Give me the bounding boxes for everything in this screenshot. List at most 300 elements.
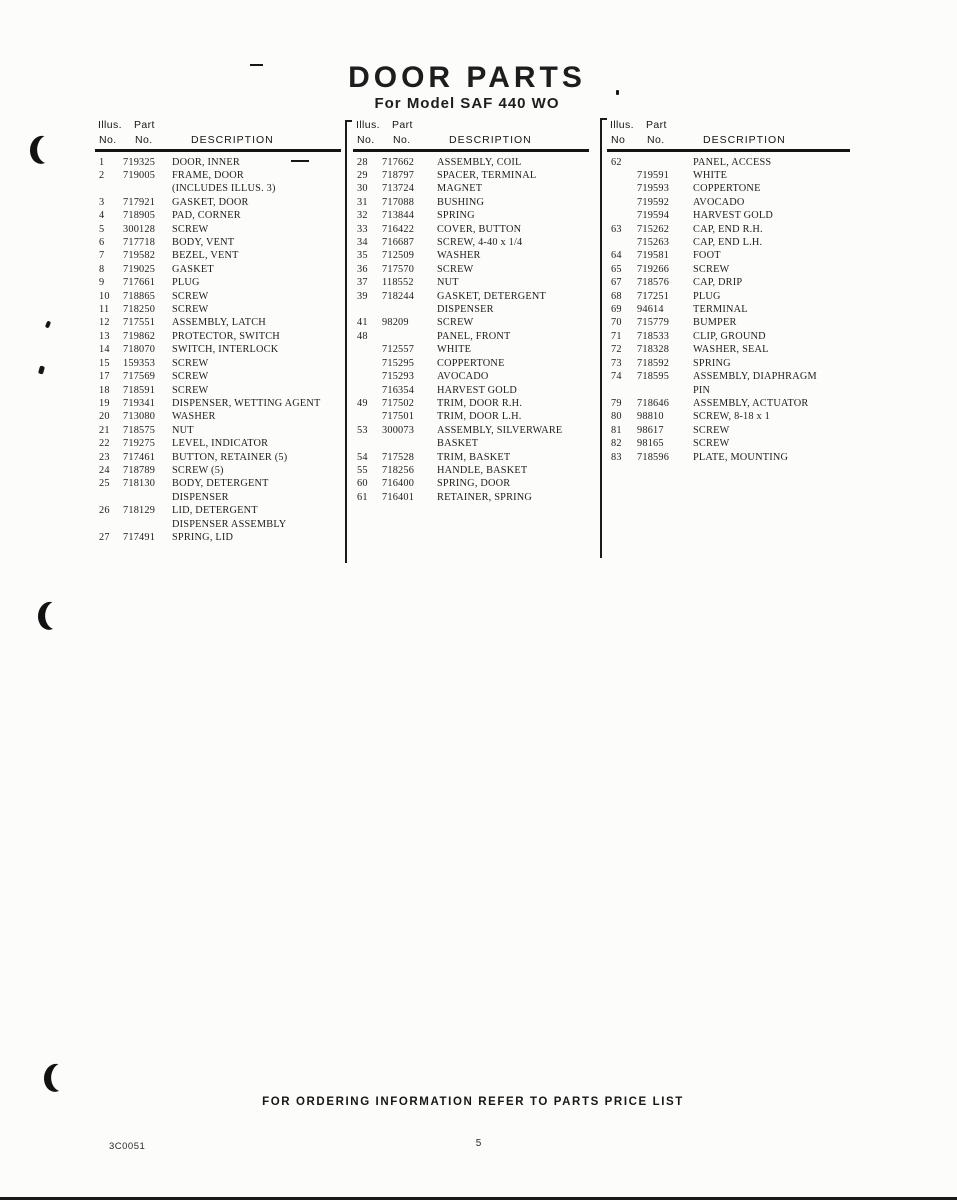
illus-no-cell: 31 <box>357 196 368 208</box>
table-row <box>353 397 589 410</box>
illus-no-cell: 23 <box>99 451 110 463</box>
illus-no-cell: 2 <box>99 170 105 181</box>
part-no-cell: 98617 <box>637 424 664 436</box>
part-no-cell: 718130 <box>123 478 156 490</box>
illus-no-cell: 69 <box>611 304 622 316</box>
part-no-cell: 717088 <box>382 196 415 208</box>
description-cell: PAD, CORNER <box>172 210 241 222</box>
table-row <box>95 343 341 356</box>
table-row <box>353 424 589 437</box>
description-cell: SCREW, 4-40 x 1/4 <box>437 237 523 249</box>
description-cell: PIN <box>693 384 711 396</box>
description-cell: WASHER, SEAL <box>693 344 769 356</box>
description-cell: ASSEMBLY, COIL <box>437 156 522 168</box>
illus-no-cell: 34 <box>357 237 368 249</box>
page-subtitle: For Model SAF 440 WO <box>374 95 560 112</box>
part-no-cell: 300128 <box>123 223 156 235</box>
description-cell: ASSEMBLY, LATCH <box>172 317 266 329</box>
table-row <box>95 504 341 517</box>
part-no-cell: 715295 <box>382 357 415 369</box>
header-part-no: No. <box>393 134 411 146</box>
part-no-cell: 719594 <box>637 210 670 222</box>
table-row <box>353 464 589 477</box>
parts-column-2 <box>353 119 589 504</box>
part-no-cell: 717718 <box>123 237 156 249</box>
column-separator <box>600 118 602 558</box>
part-no-cell: 719582 <box>123 250 156 262</box>
table-row <box>353 236 589 249</box>
part-no-cell: 717551 <box>123 317 156 329</box>
illus-no-cell: 8 <box>99 263 105 275</box>
description-cell: HARVEST GOLD <box>437 384 518 396</box>
illus-no-cell <box>353 357 382 370</box>
table-row <box>95 531 341 544</box>
scan-artifact-crescent <box>36 599 65 634</box>
description-cell: SCREW <box>693 438 730 450</box>
table-row <box>353 491 589 504</box>
description-cell: FRAME, DOOR <box>172 170 245 181</box>
table-row <box>353 343 589 356</box>
table-row <box>95 397 341 410</box>
description-cell: LEVEL, INDICATOR <box>172 438 269 450</box>
description-cell: WASHER <box>437 250 481 262</box>
table-row <box>607 249 850 262</box>
part-no-cell: 719581 <box>637 250 670 262</box>
part-no-cell: 718797 <box>382 170 415 181</box>
part-no-cell: 718789 <box>123 464 156 476</box>
page-title: DOOR PARTS <box>348 61 586 94</box>
part-no-cell: 712557 <box>382 344 415 356</box>
part-no-cell <box>637 156 693 169</box>
illus-no-cell: 6 <box>99 237 105 249</box>
scan-artifact-dash <box>250 64 263 66</box>
illus-no-cell: 53 <box>357 424 368 436</box>
illus-no-cell: 83 <box>611 451 622 463</box>
illus-no-cell: 20 <box>99 411 110 423</box>
illus-no-cell: 70 <box>611 317 622 329</box>
description-cell: SCREW (5) <box>172 464 224 476</box>
description-cell: PROTECTOR, SWITCH <box>172 330 280 342</box>
description-cell: COPPERTONE <box>693 183 761 195</box>
part-no-cell: 715263 <box>637 237 670 249</box>
table-row <box>353 263 589 276</box>
part-no-cell: 717491 <box>123 531 156 543</box>
description-cell: PLUG <box>693 290 721 302</box>
description-cell: SPRING, LID <box>172 531 234 543</box>
table-row <box>353 290 589 303</box>
description-cell: RETAINER, SPRING <box>437 491 533 503</box>
description-cell: SCREW <box>693 263 730 275</box>
ordering-note: FOR ORDERING INFORMATION REFER TO PARTS PRICE LIST <box>262 1096 684 1108</box>
title-block <box>0 62 934 112</box>
illus-no-cell <box>607 236 637 249</box>
description-cell: GASKET <box>172 263 214 275</box>
table-row <box>95 263 341 276</box>
description-cell: SCREW <box>172 357 209 369</box>
description-cell: CAP, END L.H. <box>693 237 763 249</box>
part-no-cell: 719591 <box>637 170 670 181</box>
table-row <box>353 384 589 397</box>
illus-no-cell: 63 <box>611 223 622 235</box>
table-row <box>95 464 341 477</box>
illus-no-cell: 7 <box>99 250 105 262</box>
description-cell: BUTTON, RETAINER (5) <box>172 451 288 463</box>
table-row <box>353 223 589 236</box>
illus-no-cell: 64 <box>611 250 622 262</box>
part-no-cell: 718256 <box>382 464 415 476</box>
illus-no-cell: 67 <box>611 277 622 289</box>
table-row <box>607 303 850 316</box>
header-part-label: Part <box>392 119 413 131</box>
description-cell: WHITE <box>693 170 728 181</box>
part-no-cell: 717569 <box>123 371 156 383</box>
part-no-cell: 719025 <box>123 263 156 275</box>
description-cell: MAGNET <box>437 183 483 195</box>
part-no-cell: 717661 <box>123 277 156 289</box>
illus-no-cell: 30 <box>357 183 368 195</box>
table-row <box>95 276 341 289</box>
column-header <box>95 119 341 152</box>
table-row <box>353 316 589 329</box>
part-no-cell: 718865 <box>123 290 156 302</box>
illus-no-cell: 10 <box>99 290 110 302</box>
illus-no-cell: 14 <box>99 344 110 356</box>
part-no-cell: 718591 <box>123 384 156 396</box>
part-no-cell: 718596 <box>637 451 670 463</box>
illus-no-cell <box>353 370 382 383</box>
part-no-cell: 717251 <box>637 290 670 302</box>
description-cell: TRIM, BASKET <box>437 451 511 463</box>
part-no-cell: 719005 <box>123 170 156 181</box>
part-no-cell: 717528 <box>382 451 415 463</box>
part-no-cell: 94614 <box>637 304 664 316</box>
table-row <box>95 384 341 397</box>
header-rule <box>95 149 341 152</box>
part-no-cell: 715779 <box>637 317 670 329</box>
part-no-cell: 718328 <box>637 344 670 356</box>
description-cell: CAP, DRIP <box>693 277 743 289</box>
part-no-cell: 716354 <box>382 384 415 396</box>
description-cell: TRIM, DOOR L.H. <box>437 411 522 423</box>
description-cell: BEZEL, VENT <box>172 250 239 262</box>
description-cell: FOOT <box>693 250 721 262</box>
description-cell: PANEL, FRONT <box>437 330 511 342</box>
description-cell: DISPENSER, WETTING AGENT <box>172 397 321 409</box>
part-no-cell: 717501 <box>382 411 415 423</box>
description-cell: SCREW <box>693 424 730 436</box>
illus-no-cell: 72 <box>611 344 622 356</box>
table-row <box>353 196 589 209</box>
table-row <box>95 518 341 531</box>
illus-no-cell: 15 <box>99 357 110 369</box>
table-row <box>95 236 341 249</box>
illus-no-cell: 3 <box>99 196 105 208</box>
description-cell: BUSHING <box>437 196 485 208</box>
part-no-cell: 716687 <box>382 237 415 249</box>
part-no-cell: 713724 <box>382 183 415 195</box>
illus-no-cell: 37 <box>357 277 368 289</box>
description-cell: SPRING, DOOR <box>437 478 511 490</box>
table-row <box>607 451 850 464</box>
table-row <box>353 156 589 169</box>
illus-no-cell: 9 <box>99 277 105 289</box>
description-cell: BODY, DETERGENT <box>172 478 269 490</box>
part-no-cell: 718070 <box>123 344 156 356</box>
part-no-cell: 718905 <box>123 210 156 222</box>
table-row <box>95 424 341 437</box>
part-no-cell: 717502 <box>382 397 415 409</box>
page-number: 5 <box>475 1138 482 1149</box>
table-row <box>353 249 589 262</box>
description-cell: NUT <box>172 424 194 436</box>
illus-no-cell: 26 <box>99 505 110 517</box>
illus-no-cell: 41 <box>357 317 368 329</box>
part-no-cell: 713844 <box>382 210 415 222</box>
table-row <box>95 209 341 222</box>
description-cell: NUT <box>437 277 459 289</box>
illus-no-cell: 79 <box>611 397 622 409</box>
table-row <box>353 437 589 450</box>
table-row <box>607 424 850 437</box>
description-cell: PANEL, ACCESS <box>693 156 772 168</box>
parts-column-1 <box>95 119 341 544</box>
illus-no-cell: 82 <box>611 438 622 450</box>
description-cell: SCREW <box>437 263 474 275</box>
illus-no-cell: 32 <box>357 210 368 222</box>
part-no-cell: 98165 <box>637 438 664 450</box>
illus-no-cell: 68 <box>611 290 622 302</box>
illus-no-cell <box>607 209 637 222</box>
illus-no-cell: 80 <box>611 411 622 423</box>
illus-no-cell: 36 <box>357 263 368 275</box>
part-no-cell <box>382 303 437 316</box>
part-no-cell: 715293 <box>382 371 415 383</box>
scan-artifact-crescent <box>42 1061 71 1096</box>
part-no-cell: 159353 <box>123 357 156 369</box>
illus-no-cell: 17 <box>99 371 110 383</box>
description-cell: COPPERTONE <box>437 357 505 369</box>
table-row <box>607 397 850 410</box>
illus-no-cell: 62 <box>611 156 622 168</box>
illus-no-cell: 54 <box>357 451 368 463</box>
part-no-cell: 719266 <box>637 263 670 275</box>
table-row <box>95 370 341 383</box>
illus-no-cell: 49 <box>357 397 368 409</box>
table-row <box>607 263 850 276</box>
description-cell: DISPENSER ASSEMBLY <box>172 518 287 530</box>
header-rule <box>353 149 589 152</box>
description-cell: ASSEMBLY, SILVERWARE <box>437 424 563 436</box>
illus-no-cell <box>353 410 382 423</box>
scan-artifact-dash <box>291 160 309 162</box>
illus-no-cell <box>607 384 637 397</box>
table-row <box>353 370 589 383</box>
table-row <box>607 223 850 236</box>
table-row <box>607 410 850 423</box>
table-row <box>607 169 850 182</box>
header-part-no: No. <box>647 134 665 146</box>
scan-artifact-speck <box>38 365 45 374</box>
illus-no-cell: 5 <box>99 223 105 235</box>
parts-rows <box>95 156 341 545</box>
part-no-cell: 719592 <box>637 196 670 208</box>
part-no-cell: 718575 <box>123 424 156 436</box>
header-description: DESCRIPTION <box>449 134 532 146</box>
table-row <box>607 316 850 329</box>
part-no-cell: 717461 <box>123 451 156 463</box>
header-illus-label: Illus. <box>98 119 122 131</box>
illus-no-cell <box>607 169 637 182</box>
header-illus-no: No. <box>357 134 375 146</box>
scan-artifact-speck <box>45 321 51 329</box>
illus-no-cell: 24 <box>99 464 110 476</box>
illus-no-cell: 60 <box>357 478 368 490</box>
description-cell: PLUG <box>172 277 200 289</box>
table-row <box>95 437 341 450</box>
table-row <box>607 384 850 397</box>
column-header <box>353 119 589 152</box>
description-cell: SCREW <box>172 223 209 235</box>
table-row <box>607 236 850 249</box>
table-row <box>353 330 589 343</box>
table-row <box>95 410 341 423</box>
illus-no-cell: 28 <box>357 156 368 168</box>
description-cell: (INCLUDES ILLUS. 3) <box>172 183 276 195</box>
part-no-cell: 98810 <box>637 411 664 423</box>
table-row <box>95 182 341 195</box>
table-row <box>95 491 341 504</box>
description-cell: SCREW, 8-18 x 1 <box>693 411 770 423</box>
illus-no-cell <box>353 437 382 450</box>
table-row <box>95 290 341 303</box>
illus-no-cell: 73 <box>611 357 622 369</box>
table-row <box>95 316 341 329</box>
scan-artifact-crescent <box>28 133 57 168</box>
description-cell: GASKET, DOOR <box>172 196 249 208</box>
description-cell: SWITCH, INTERLOCK <box>172 344 279 356</box>
column-header <box>607 119 850 152</box>
illus-no-cell: 22 <box>99 438 110 450</box>
part-no-cell: 718250 <box>123 304 156 316</box>
table-row <box>95 169 341 182</box>
illus-no-cell: 74 <box>611 371 622 383</box>
illus-no-cell: 71 <box>611 330 622 342</box>
part-no-cell <box>123 182 172 195</box>
header-illus-label: Illus. <box>356 119 380 131</box>
description-cell: CLIP, GROUND <box>693 330 766 342</box>
illus-no-cell: 33 <box>357 223 368 235</box>
illus-no-cell <box>353 343 382 356</box>
table-row <box>353 169 589 182</box>
part-no-cell: 718129 <box>123 505 156 517</box>
illus-no-cell: 27 <box>99 531 110 543</box>
description-cell: SPRING <box>693 357 731 369</box>
part-no-cell <box>123 491 172 504</box>
illus-no-cell <box>95 491 123 504</box>
description-cell: SCREW <box>172 384 209 396</box>
description-cell: LID, DETERGENT <box>172 505 258 517</box>
description-cell: SPACER, TERMINAL <box>437 170 537 181</box>
part-no-cell: 717570 <box>382 263 415 275</box>
illus-no-cell <box>607 182 637 195</box>
part-no-cell: 718244 <box>382 290 415 302</box>
description-cell: SCREW <box>437 317 474 329</box>
description-cell: BASKET <box>437 438 479 450</box>
table-row <box>95 477 341 490</box>
table-row <box>353 303 589 316</box>
illus-no-cell: 1 <box>99 156 105 168</box>
table-row <box>607 357 850 370</box>
illus-no-cell: 13 <box>99 330 110 342</box>
part-no-cell: 712509 <box>382 250 415 262</box>
parts-rows <box>607 156 850 464</box>
part-no-cell: 719325 <box>123 156 156 168</box>
description-cell: ASSEMBLY, ACTUATOR <box>693 397 809 409</box>
table-row <box>607 290 850 303</box>
description-cell: AVOCADO <box>437 371 489 383</box>
table-row <box>353 477 589 490</box>
part-no-cell <box>382 437 437 450</box>
illus-no-cell: 4 <box>99 210 105 222</box>
part-no-cell: 713080 <box>123 411 156 423</box>
illus-no-cell: 48 <box>357 330 368 342</box>
illus-no-cell <box>95 518 123 531</box>
illus-no-cell: 11 <box>99 304 110 316</box>
illus-no-cell: 81 <box>611 424 622 436</box>
table-row <box>353 209 589 222</box>
description-cell: TRIM, DOOR R.H. <box>437 397 523 409</box>
description-cell: CAP, END R.H. <box>693 223 763 235</box>
illus-no-cell: 65 <box>611 263 622 275</box>
illus-no-cell: 35 <box>357 250 368 262</box>
part-no-cell: 118552 <box>382 277 414 289</box>
illus-no-cell <box>353 303 382 316</box>
table-row <box>95 303 341 316</box>
part-no-cell: 718533 <box>637 330 670 342</box>
illus-no-cell: 61 <box>357 491 368 503</box>
column-separator <box>345 120 347 563</box>
table-row <box>353 357 589 370</box>
description-cell: COVER, BUTTON <box>437 223 522 235</box>
part-no-cell: 719341 <box>123 397 156 409</box>
part-no-cell: 718646 <box>637 397 670 409</box>
illus-no-cell <box>95 182 123 195</box>
part-no-cell: 717921 <box>123 196 156 208</box>
table-row <box>607 343 850 356</box>
part-no-cell: 716422 <box>382 223 415 235</box>
description-cell: SCREW <box>172 290 209 302</box>
part-no-cell: 717662 <box>382 156 415 168</box>
part-no-cell: 718576 <box>637 277 670 289</box>
description-cell: AVOCADO <box>693 196 745 208</box>
table-row <box>95 156 341 169</box>
part-no-cell: 98209 <box>382 317 409 329</box>
description-cell: GASKET, DETERGENT <box>437 290 547 302</box>
table-row <box>95 223 341 236</box>
part-no-cell: 718592 <box>637 357 670 369</box>
part-no-cell: 716400 <box>382 478 415 490</box>
header-description: DESCRIPTION <box>703 134 786 146</box>
header-illus-no: No. <box>99 134 117 146</box>
header-part-no: No. <box>135 134 153 146</box>
table-row <box>607 370 850 383</box>
illus-no-cell: 12 <box>99 317 110 329</box>
document-number: 3C0051 <box>109 1141 146 1152</box>
table-row <box>607 276 850 289</box>
header-part-label: Part <box>134 119 155 131</box>
illus-no-cell <box>607 196 637 209</box>
table-row <box>607 330 850 343</box>
